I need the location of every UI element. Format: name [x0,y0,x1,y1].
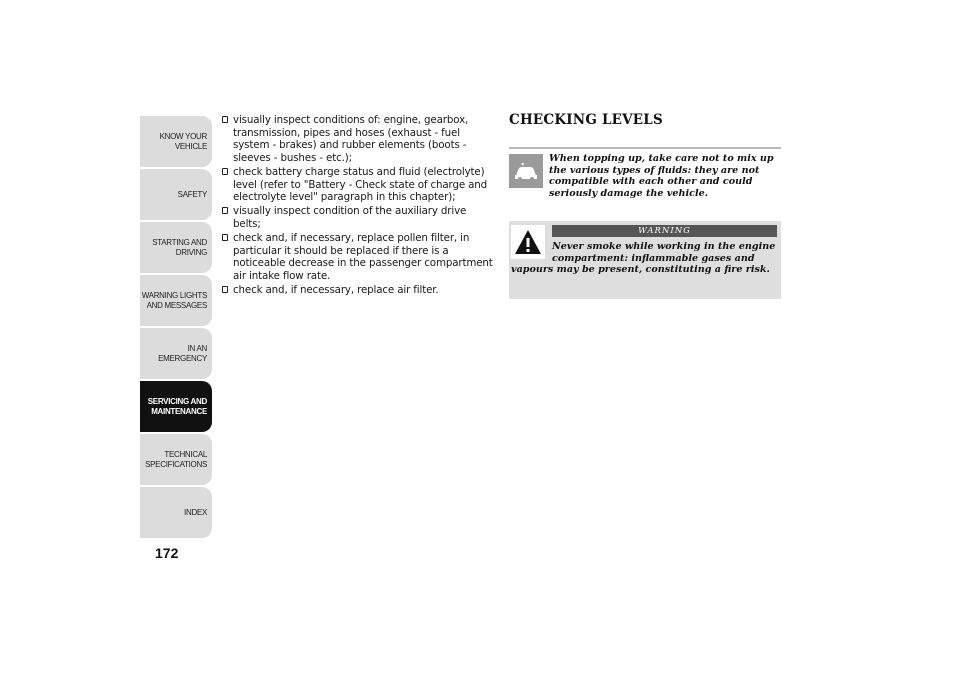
checkbox-icon [222,234,228,241]
tab-index[interactable] [140,487,212,538]
tab-in-an-emergency[interactable] [140,328,212,379]
tab-warning-lights[interactable] [140,275,212,326]
tab-label: INDEX [184,507,207,517]
left-column [222,114,497,298]
checkbox-icon [222,207,228,214]
tab-label: WARNING LIGHTS AND MESSAGES [141,290,207,310]
list-item: visually inspect condition of the auxiliary drive belts; [222,205,497,230]
tab-technical-specifications[interactable] [140,434,212,485]
warning-triangle-icon [511,225,545,259]
tab-label: KNOW YOUR VEHICLE [159,131,207,151]
chapter-tabs [140,116,212,540]
note-box [509,147,781,203]
checkbox-icon [222,286,228,293]
note-text: When topping up, take care not to mix up the various types of fluids: they are not compatible with each other and could seriously damage the vehicle. [549,153,774,199]
tab-safety[interactable] [140,169,212,220]
maintenance-checklist [222,114,497,297]
tab-label: IN AN EMERGENCY [158,343,207,363]
warning-box [509,221,781,299]
tab-label: STARTING AND DRIVING [152,237,207,257]
list-item: check battery charge status and fluid (electrolyte) level (refer to "Battery - Check state of charge and electrolyte level" paragraph in this chapter); [222,166,497,204]
warning-header: WARNING [552,225,777,237]
tab-label: SAFETY [177,189,207,199]
tab-label: TECHNICAL SPECIFICATIONS [145,449,207,469]
tab-starting-and-driving[interactable] [140,222,212,273]
car-icon [509,154,543,188]
tab-know-your-vehicle[interactable] [140,116,212,167]
section-title: CHECKING LEVELS [509,112,663,128]
tab-label: SERVICING AND MAINTENANCE [147,396,207,416]
list-item: visually inspect conditions of: engine, gearbox, transmission, pipes and hoses (exhaust - fuel system - brakes) and rubber elements (boots - sleeves - bushes - etc.); [222,114,497,164]
right-column [509,112,781,299]
list-item: check and, if necessary, replace air filter. [222,284,497,297]
page-number: 172 [155,545,179,561]
checkbox-icon [222,116,228,123]
checkbox-icon [222,168,228,175]
tab-servicing-and-maintenance[interactable] [140,381,212,432]
warning-text: Never smoke while working in the engine compartment: inflammable gases and vapours may be present, constituting a fire risk. [511,241,776,276]
list-item: check and, if necessary, replace pollen filter, in particular it should be replaced if there is a noticeable decrease in the passenger compartment air intake flow rate. [222,232,497,282]
